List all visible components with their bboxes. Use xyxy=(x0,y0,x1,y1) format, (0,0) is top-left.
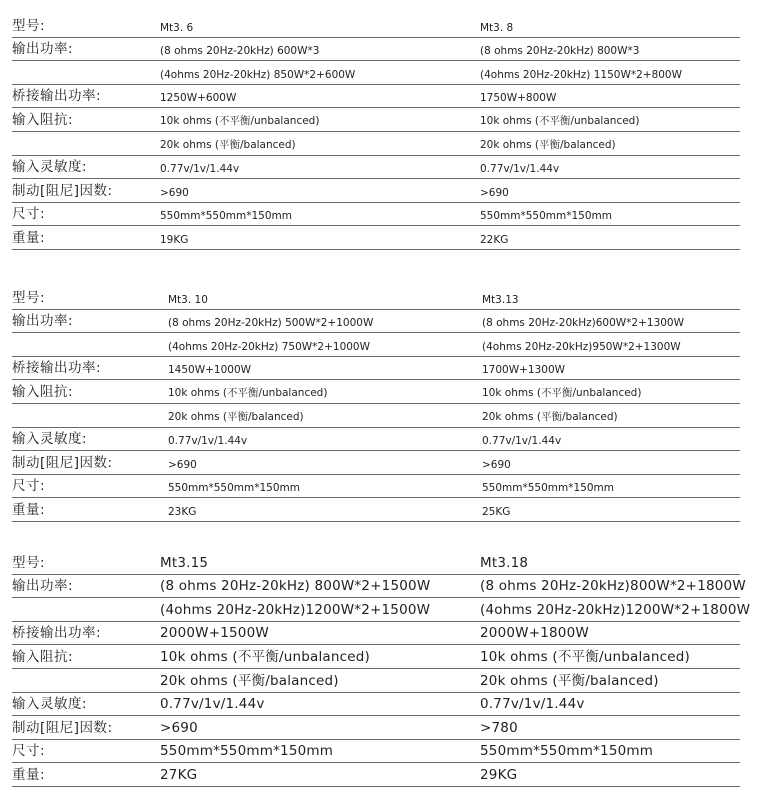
model-a-value: >690 xyxy=(160,719,198,736)
model-b-value: (8 ohms 20Hz-20kHz)600W*2+1300W xyxy=(482,317,684,330)
model-a-value: 19KG xyxy=(160,233,189,246)
model-a-value: 550mm*550mm*150mm xyxy=(160,210,292,223)
model-a-value: 1250W+600W xyxy=(160,92,237,105)
model-a-value: Mt3. 6 xyxy=(160,21,194,34)
table-row xyxy=(12,333,740,357)
model-a-value: 20k ohms (平衡/balanced) xyxy=(160,138,296,151)
model-b-value: 550mm*550mm*150mm xyxy=(480,743,654,760)
model-b-value: 0.77v/1v/1.44v xyxy=(480,696,585,713)
model-b-value: 10k ohms (不平衡/unbalanced) xyxy=(480,648,690,665)
table-row xyxy=(12,226,740,250)
model-b-value: (4ohms 20Hz-20kHz)1200W*2+1800W xyxy=(480,601,751,618)
table-row xyxy=(12,475,740,499)
row-label: 输出功率: xyxy=(12,41,74,58)
row-label: 桥接输出功率: xyxy=(12,88,102,105)
row-label: 重量: xyxy=(12,229,46,246)
model-b-value: 20k ohms (平衡/balanced) xyxy=(480,672,659,689)
table-row xyxy=(12,428,740,452)
model-a-value: (8 ohms 20Hz-20kHz) 500W*2+1000W xyxy=(168,317,374,330)
model-b-value: 2000W+1800W xyxy=(480,625,589,642)
model-b-value: 1700W+1300W xyxy=(482,364,566,377)
spec-table-mt3-10-mt3-13 xyxy=(12,286,740,522)
model-a-value: (8 ohms 20Hz-20kHz) 800W*2+1500W xyxy=(160,578,431,595)
table-row xyxy=(12,498,740,522)
table-row xyxy=(12,310,740,334)
row-label: 制动[阻尼]因数: xyxy=(12,719,113,736)
model-b-value: 0.77v/1v/1.44v xyxy=(482,435,562,448)
model-a-value: 23KG xyxy=(168,505,197,518)
model-b-value: 10k ohms (不平衡/unbalanced) xyxy=(480,114,640,127)
table-row xyxy=(12,669,740,693)
table-row xyxy=(12,61,740,85)
model-b-value: >690 xyxy=(482,458,511,471)
model-b-value: Mt3.13 xyxy=(482,293,519,306)
table-row xyxy=(12,108,740,132)
table-row xyxy=(12,622,740,646)
table-row xyxy=(12,575,746,599)
model-b-value: 550mm*550mm*150mm xyxy=(480,210,612,223)
model-b-value: (8 ohms 20Hz-20kHz) 800W*3 xyxy=(480,45,640,58)
table-row xyxy=(12,693,740,717)
row-label: 尺寸: xyxy=(12,743,46,760)
row-label: 输出功率: xyxy=(12,313,74,330)
row-label: 桥接输出功率: xyxy=(12,625,102,642)
row-label: 输入灵敏度: xyxy=(12,696,88,713)
model-a-value: (4ohms 20Hz-20kHz) 750W*2+1000W xyxy=(168,340,370,353)
model-a-value: 20k ohms (平衡/balanced) xyxy=(168,410,304,423)
row-label: 输入灵敏度: xyxy=(12,431,88,448)
model-a-value: 550mm*550mm*150mm xyxy=(160,743,334,760)
model-a-value: >690 xyxy=(160,186,189,199)
row-label: 型号: xyxy=(12,289,46,306)
table-row xyxy=(12,598,751,622)
table-row xyxy=(12,14,740,38)
table-row xyxy=(12,645,740,669)
model-b-value: Mt3.18 xyxy=(480,554,529,571)
model-b-value: Mt3. 8 xyxy=(480,21,514,34)
model-b-value: >780 xyxy=(480,719,518,736)
row-label: 输出功率: xyxy=(12,578,74,595)
row-label: 型号: xyxy=(12,554,46,571)
model-b-value: >690 xyxy=(480,186,509,199)
model-a-value: 0.77v/1v/1.44v xyxy=(160,163,240,176)
row-label: 尺寸: xyxy=(12,478,46,495)
model-b-value: 10k ohms (不平衡/unbalanced) xyxy=(482,386,642,399)
row-label: 制动[阻尼]因数: xyxy=(12,182,113,199)
row-label: 重量: xyxy=(12,501,46,518)
spec-table-mt3-15-mt3-18 xyxy=(12,551,751,787)
table-row xyxy=(12,451,740,475)
table-row xyxy=(12,85,740,109)
table-row xyxy=(12,357,740,381)
row-label: 重量: xyxy=(12,766,46,783)
model-a-value: 10k ohms (不平衡/unbalanced) xyxy=(160,648,370,665)
table-row xyxy=(12,551,740,575)
row-label: 输入阻抗: xyxy=(12,648,74,665)
model-a-value: (4ohms 20Hz-20kHz)1200W*2+1500W xyxy=(160,601,431,618)
model-b-value: 0.77v/1v/1.44v xyxy=(480,163,560,176)
table-row xyxy=(12,203,740,227)
table-row xyxy=(12,286,740,310)
model-a-value: 550mm*550mm*150mm xyxy=(168,482,300,495)
model-b-value: 22KG xyxy=(480,233,509,246)
table-row xyxy=(12,38,740,62)
model-a-value: 2000W+1500W xyxy=(160,625,269,642)
table-row xyxy=(12,404,740,428)
model-a-value: Mt3. 10 xyxy=(168,293,208,306)
row-label: 尺寸: xyxy=(12,206,46,223)
model-a-value: Mt3.15 xyxy=(160,554,209,571)
model-a-value: >690 xyxy=(168,458,197,471)
row-label: 制动[阻尼]因数: xyxy=(12,454,113,471)
spec-table-mt3-6-mt3-8 xyxy=(12,14,740,250)
model-a-value: (4ohms 20Hz-20kHz) 850W*2+600W xyxy=(160,68,356,81)
model-b-value: (4ohms 20Hz-20kHz) 1150W*2+800W xyxy=(480,68,682,81)
model-b-value: 550mm*550mm*150mm xyxy=(482,482,614,495)
row-label: 输入灵敏度: xyxy=(12,159,88,176)
model-a-value: (8 ohms 20Hz-20kHz) 600W*3 xyxy=(160,45,320,58)
model-b-value: 20k ohms (平衡/balanced) xyxy=(482,410,618,423)
model-b-value: 1750W+800W xyxy=(480,92,557,105)
model-a-value: 0.77v/1v/1.44v xyxy=(168,435,248,448)
model-b-value: (8 ohms 20Hz-20kHz)800W*2+1800W xyxy=(480,578,746,595)
row-label: 桥接输出功率: xyxy=(12,360,102,377)
table-row xyxy=(12,740,740,764)
model-b-value: (4ohms 20Hz-20kHz)950W*2+1300W xyxy=(482,340,681,353)
table-row xyxy=(12,763,740,787)
model-a-value: 1450W+1000W xyxy=(168,364,252,377)
model-a-value: 27KG xyxy=(160,766,198,783)
model-a-value: 10k ohms (不平衡/unbalanced) xyxy=(160,114,320,127)
model-a-value: 20k ohms (平衡/balanced) xyxy=(160,672,339,689)
table-row xyxy=(12,380,740,404)
row-label: 输入阻抗: xyxy=(12,383,74,400)
row-label: 输入阻抗: xyxy=(12,111,74,128)
table-row xyxy=(12,156,740,180)
model-a-value: 0.77v/1v/1.44v xyxy=(160,696,265,713)
model-b-value: 29KG xyxy=(480,766,518,783)
model-b-value: 25KG xyxy=(482,505,511,518)
table-row xyxy=(12,179,740,203)
model-b-value: 20k ohms (平衡/balanced) xyxy=(480,138,616,151)
table-row xyxy=(12,132,740,156)
row-label: 型号: xyxy=(12,17,46,34)
table-row xyxy=(12,716,740,740)
model-a-value: 10k ohms (不平衡/unbalanced) xyxy=(168,386,328,399)
